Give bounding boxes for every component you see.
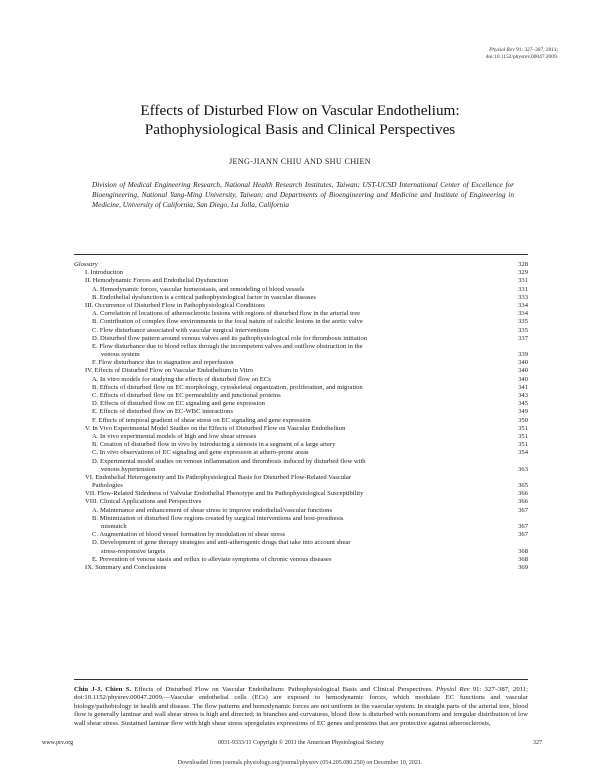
abstract-journal: Physiol Rev xyxy=(436,686,470,693)
toc-entry-page: 366 xyxy=(518,490,528,498)
abstract-cite-authors: Chiu J-J, Chien S. xyxy=(74,686,132,693)
journal-citation xyxy=(358,47,558,61)
toc-entry-title: V. In Vivo Experimental Model Studies on the Effects of Disturbed Flow on Vascular Endothelium xyxy=(85,424,346,432)
toc-entry-page: 329 xyxy=(518,269,528,277)
title-line-2: Pathophysiological Basis and Clinical Perspectives xyxy=(144,121,456,138)
toc-bottom-rule xyxy=(74,679,528,680)
journal-citation-rest: 91: 327–387, 2011; xyxy=(516,47,558,53)
abstract-cite-rest: 91: 327–387, 2011; doi:10.1152/physrev.00047.2009.— xyxy=(74,686,529,702)
toc-entry-title: II. Hemodynamic Forces and Endothelial Dysfunction xyxy=(85,277,229,285)
toc-entry-title: VI. Endothelial Heterogeneity and Its Pathophysiological Basis for Disturbed Flow-Related Vascular xyxy=(85,473,351,481)
toc-entry[interactable] xyxy=(74,449,528,457)
toc-entry-page: 335 xyxy=(518,326,528,334)
toc-entry-title: stress-responsive targets xyxy=(101,547,166,555)
toc-entry[interactable] xyxy=(74,515,528,523)
toc-entry[interactable] xyxy=(74,310,528,318)
toc-entry[interactable] xyxy=(74,417,528,425)
toc-entry[interactable] xyxy=(74,539,528,547)
toc-entry-page: 337 xyxy=(518,334,528,342)
toc-entry[interactable] xyxy=(74,408,528,416)
page-number: 327 xyxy=(533,740,542,746)
toc-entry-page: 333 xyxy=(518,293,528,301)
toc-entry[interactable] xyxy=(74,277,528,285)
toc-entry-page: 366 xyxy=(518,498,528,506)
toc-entry-page: 334 xyxy=(518,310,528,318)
toc-entry[interactable] xyxy=(74,351,528,359)
toc-entry-title: B. Minimization of disturbed flow regions created by surgical interventions and host-prosthesis xyxy=(92,514,344,522)
toc-entry-page: 351 xyxy=(518,424,528,432)
toc-entry-title: B. Effects of disturbed flow on EC morphology, cytoskeletal organization, proliferation, and migration xyxy=(92,383,363,391)
toc-entry-page: 331 xyxy=(518,277,528,285)
title-line-1: Effects of Disturbed Flow on Vascular Endothelium: xyxy=(140,102,460,119)
toc-entry[interactable] xyxy=(74,441,528,449)
toc-entry[interactable] xyxy=(74,261,528,269)
toc-entry-title: venous hypertension xyxy=(101,465,156,473)
toc-entry-title: B. Contribution of complex flow environments to the focal nature of calcific lesions in the aortic valve xyxy=(92,318,363,326)
toc-entry[interactable] xyxy=(74,343,528,351)
toc-entry-title: E. Prevention of venous stasis and reflux to alleviate symptoms of chronic venous diseases xyxy=(92,555,332,563)
toc-entry-title: VII. Flow-Related Sidedness of Valvular Endothelial Phenotype and Its Pathophysiological Susceptibility xyxy=(85,490,364,498)
toc-entry[interactable] xyxy=(74,335,528,343)
toc-entry-title: D. Effects of disturbed flow on EC signaling and gene expression xyxy=(92,400,265,408)
toc-entry-title: A. Hemodynamic forces, vascular homeostasis, and remodeling of blood vessels xyxy=(92,285,305,293)
toc-entry-title: venous system xyxy=(101,351,140,359)
toc-entry-title: D. Disturbed flow pattern around venous valves and its pathophysiological role for thrombosis initiation xyxy=(92,334,368,342)
toc-entry[interactable] xyxy=(74,548,528,556)
affiliation: Division of Medical Engineering Research, National Health Research Institutes, Taiwan; UST-UCSD International Center of Excellence for Bioengineering, National Yang-Ming University, Taiwan; and Departments of Bioengineering and Medicine and Institute of Engineering in Medicine, University of California, San Diego, La Jolla, California xyxy=(92,180,514,210)
toc-entry[interactable] xyxy=(74,474,528,482)
toc-entry-title: F. Effects of temporal gradient of shear stress on EC signaling and gene expression xyxy=(92,416,311,424)
toc-entry-page: 350 xyxy=(518,416,528,424)
toc-entry-page: 368 xyxy=(518,555,528,563)
toc-entry-title: E. Effects of disturbed flow on EC-WBC interactions xyxy=(92,408,233,416)
toc-entry[interactable] xyxy=(74,367,528,375)
journal-name: Physiol Rev xyxy=(489,47,515,53)
toc-entry-page: 340 xyxy=(518,375,528,383)
abstract xyxy=(74,686,528,728)
toc-entry-page: 363 xyxy=(518,465,528,473)
toc-entry[interactable] xyxy=(74,269,528,277)
toc-entry-page: 341 xyxy=(518,383,528,391)
table-of-contents xyxy=(74,261,528,572)
toc-entry[interactable] xyxy=(74,425,528,433)
toc-entry-page: 345 xyxy=(518,400,528,408)
toc-entry[interactable] xyxy=(74,302,528,310)
toc-entry[interactable] xyxy=(74,490,528,498)
toc-entry-page: 369 xyxy=(518,563,528,571)
toc-entry-page: 367 xyxy=(518,523,528,530)
toc-entry[interactable] xyxy=(74,466,528,474)
toc-entry-title: I. Introduction xyxy=(85,269,124,277)
abstract-cite-title: Effects of Disturbed Flow on Vascular Endothelium: Pathophysiological Basis and Clinical Perspectives. xyxy=(134,686,433,693)
authors: JENG-JIANN CHIU AND SHU CHIEN xyxy=(229,157,371,166)
toc-entry-title: B. Creation of disturbed flow in vivo by introducing a stenosis in a segment of a large artery xyxy=(92,441,336,449)
toc-entry[interactable] xyxy=(74,384,528,392)
toc-entry[interactable] xyxy=(74,458,528,466)
toc-entry-title: A. Correlation of locations of atherosclerotic lesions with regions of disturbed flow in the arterial tree xyxy=(92,310,361,318)
toc-entry-title: IX. Summary and Conclusions xyxy=(85,563,167,571)
toc-entry-page: 340 xyxy=(518,359,528,367)
toc-entry-page: 339 xyxy=(518,351,528,359)
paper-title xyxy=(60,101,540,139)
toc-entry-page: 354 xyxy=(518,449,528,457)
toc-entry-page: 349 xyxy=(518,408,528,416)
journal-doi: doi:10.1152/physrev.00047.2009. xyxy=(485,54,558,61)
toc-entry-page: 368 xyxy=(518,547,528,555)
toc-entry[interactable] xyxy=(74,318,528,326)
download-note: Downloaded from journals.physiology.org/journal/physrev (054.205.080.250) on December 10, 2021. xyxy=(177,760,423,766)
toc-entry-page: 328 xyxy=(518,261,528,268)
toc-entry-title: Glossary xyxy=(74,261,98,268)
toc-entry-page: 340 xyxy=(518,367,528,375)
toc-entry-title: IV. Effects of Disturbed Flow on Vascular Endothelium in Vitro xyxy=(85,367,253,375)
toc-entry-title: mismatch xyxy=(101,523,127,530)
toc-entry-page: 343 xyxy=(518,392,528,399)
toc-entry[interactable] xyxy=(74,376,528,384)
toc-entry-page: 351 xyxy=(518,441,528,449)
toc-entry-page: 367 xyxy=(518,531,528,539)
toc-entry-page: 334 xyxy=(518,301,528,309)
footer-copyright: 0031-9333/11 Copyright © 2011 the American Physiological Society xyxy=(218,740,384,746)
toc-entry[interactable] xyxy=(74,433,528,441)
toc-entry[interactable] xyxy=(74,498,528,506)
toc-top-rule xyxy=(74,254,528,255)
toc-entry[interactable] xyxy=(74,507,528,515)
toc-entry-title: A. In vivo experimental models of high and low shear stresses xyxy=(92,432,257,440)
toc-entry[interactable] xyxy=(74,400,528,408)
toc-entry-page: 331 xyxy=(518,285,528,293)
toc-entry[interactable] xyxy=(74,556,528,564)
footer-website-link[interactable]: www.prv.org xyxy=(42,740,74,746)
toc-entry[interactable] xyxy=(74,531,528,539)
toc-entry-title: C. In vivo observations of EC signaling and gene expression at athero-prone areas xyxy=(92,449,309,457)
toc-entry[interactable] xyxy=(74,482,528,490)
toc-entry-title: C. Effects of disturbed flow on EC permeability and junctional proteins xyxy=(92,392,281,399)
toc-entry[interactable] xyxy=(74,359,528,367)
toc-entry-title: E. Flow disturbance due to blood reflux through the incompetent valves and outflow obstruction in the xyxy=(92,342,363,350)
toc-entry-title: B. Endothelial dysfunction is a critical pathophysiological factor in vascular diseases xyxy=(92,293,316,301)
toc-entry-title: D. Experimental model studies on venous inflammation and thrombosis induced by disturbed flow with xyxy=(92,457,366,465)
toc-entry[interactable] xyxy=(74,327,528,335)
toc-entry[interactable] xyxy=(74,564,528,572)
toc-entry-page: 367 xyxy=(518,506,528,514)
toc-entry-title: Pathologies xyxy=(92,482,123,490)
toc-entry-page: 335 xyxy=(518,318,528,326)
toc-entry-title: VIII. Clinical Applications and Perspectives xyxy=(85,498,202,506)
toc-entry-title: A. In vitro models for studying the effects of disturbed flow on ECs xyxy=(92,375,271,383)
toc-entry[interactable] xyxy=(74,392,528,400)
toc-entry-title: III. Occurrence of Disturbed Flow in Pathophysiological Conditions xyxy=(85,301,265,309)
abstract-body: Vascular endothelial cells (ECs) are exposed to hemodynamic forces, which modulate EC functions and vascular biology/pathobiology in health and disease. The flow patterns and hemodynamic forces are not uniform in the vascular system. In straight parts of the arterial tree, blood flow is generally laminar and wall shear stress is high and directed; in branches and curvatures, blood flow is disturbed with nonuniform and irregular distribution of low wall shear stress. Sustained laminar flow with high shear stress upregulates expressions of EC genes and proteins that are protective against atherosclerosis, xyxy=(74,694,528,727)
toc-entry-page: 365 xyxy=(518,482,528,490)
toc-entry-page: 351 xyxy=(518,432,528,440)
toc-entry-title: C. Flow disturbance associated with vascular surgical interventions xyxy=(92,326,270,334)
toc-entry-title: A. Maintenance and enhancement of shear stress to improve endothelial/vascular functions xyxy=(92,506,333,514)
toc-entry-title: D. Development of gene therapy strategies and anti-atherogenic drugs that take into account shear xyxy=(92,539,351,547)
toc-entry-title: F. Flow disturbance due to stagnation and reperfusion xyxy=(92,359,234,367)
toc-entry[interactable] xyxy=(74,523,528,531)
toc-entry-title: C. Augmentation of blood vessel formation by modulation of shear stress xyxy=(92,531,286,539)
toc-entry[interactable] xyxy=(74,286,528,294)
toc-entry[interactable] xyxy=(74,294,528,302)
